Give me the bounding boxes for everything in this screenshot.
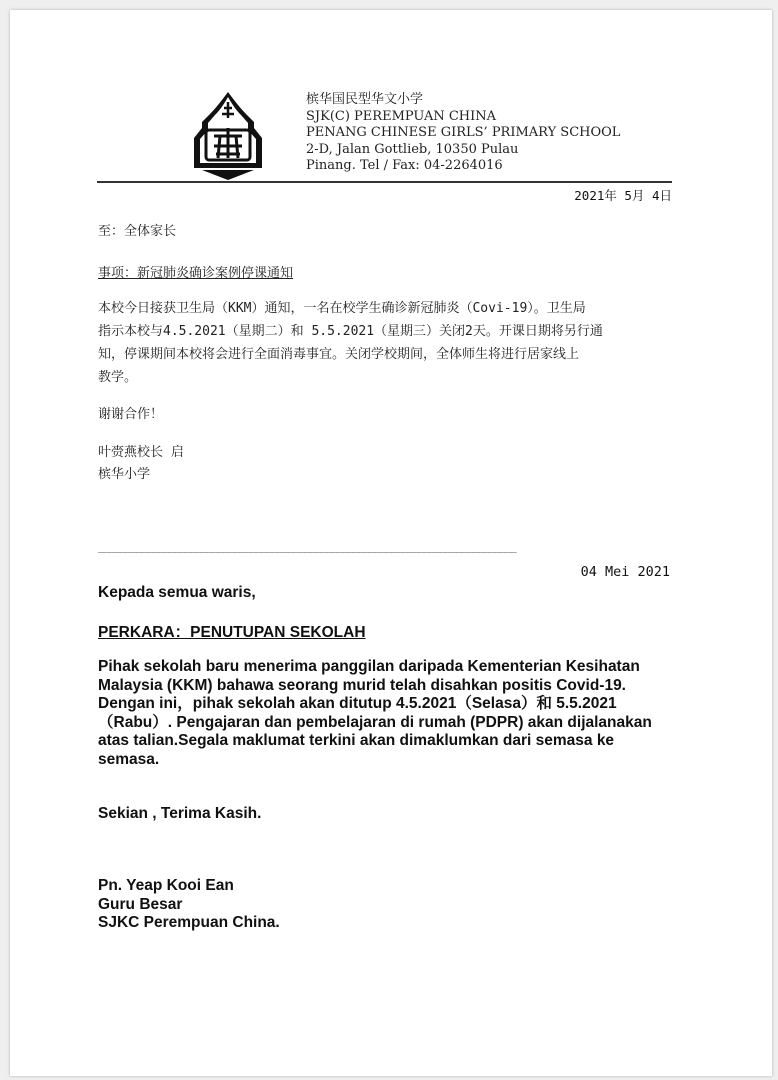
malay-subject: PERKARA：PENUTUPAN SEKOLAH	[98, 624, 366, 641]
malay-closing: Sekian , Terima Kasih.	[98, 805, 262, 822]
school-crest-logo	[188, 88, 268, 183]
signatory-name: Pn. Yeap Kooi Ean	[98, 877, 234, 894]
chinese-thanks: 谢谢合作！	[98, 407, 164, 422]
malay-body-line: Pihak sekolah baru menerima panggilan daripada Kementerian Kesihatan	[98, 658, 640, 675]
chinese-recipient: 至：全体家长	[98, 224, 177, 239]
letterhead	[306, 92, 620, 175]
chinese-subject: 事项：新冠肺炎确诊案例停课通知	[98, 266, 294, 281]
malay-date: 04 Mei 2021	[580, 564, 670, 580]
school-name-chinese: 槟华国民型华文小学	[306, 92, 424, 107]
malay-body-line: （Rabu）. Pengajaran dan pembelajaran di rumah (PDPR) akan dijalanakan	[98, 713, 652, 731]
chinese-body-line: 本校今日接获卫生局（KKM）通知，一名在校学生确诊新冠肺炎（Covi-19）。卫生局	[98, 301, 586, 316]
signatory-school: SJKC Perempuan China.	[98, 914, 280, 931]
letterhead-divider	[97, 181, 672, 183]
address-line: 2-D, Jalan Gottlieb, 10350 Pulau	[306, 141, 519, 157]
malay-body-line: Dengan ini，pihak sekolah akan ditutup 4.5.2021（Selasa）和 5.5.2021	[98, 695, 617, 712]
malay-body-line: semasa.	[98, 750, 160, 768]
school-name-malay: SJK(C) PEREMPUAN CHINA	[306, 108, 497, 124]
malay-body-line: Malaysia (KKM) bahawa seorang murid telah disahkan positis Covid-19.	[98, 676, 626, 694]
malay-greeting: Kepada semua waris,	[98, 584, 256, 601]
malay-body	[98, 658, 652, 769]
signatory-title: Guru Besar	[98, 895, 183, 913]
chinese-signoff: 叶赍燕校长 启	[98, 445, 184, 460]
chinese-body	[98, 297, 603, 389]
chinese-body-line: 知，停课期间本校将会进行全面消毒事宜。关闭学校期间，全体师生将进行居家线上	[98, 347, 580, 362]
address-contact-line: Pinang. Tel / Fax: 04-2264016	[306, 158, 503, 173]
malay-body-line: atas talian.Segala maklumat terkini akan dimaklumkan dari semasa ke	[98, 732, 615, 749]
chinese-date: 2021年 5月 4日	[574, 188, 672, 203]
chinese-body-line: 指示本校与4.5.2021（星期二）和 5.5.2021（星期三）关闭2天。开课日期将另行通	[98, 324, 603, 339]
school-name-english: PENANG CHINESE GIRLS’ PRIMARY SCHOOL	[306, 125, 621, 140]
section-separator: _____________________________________________________________________________	[98, 540, 516, 553]
chinese-body-line: 教学。	[98, 370, 138, 385]
chinese-school-signature: 槟华小学	[98, 467, 151, 482]
malay-signature-block	[98, 877, 280, 933]
